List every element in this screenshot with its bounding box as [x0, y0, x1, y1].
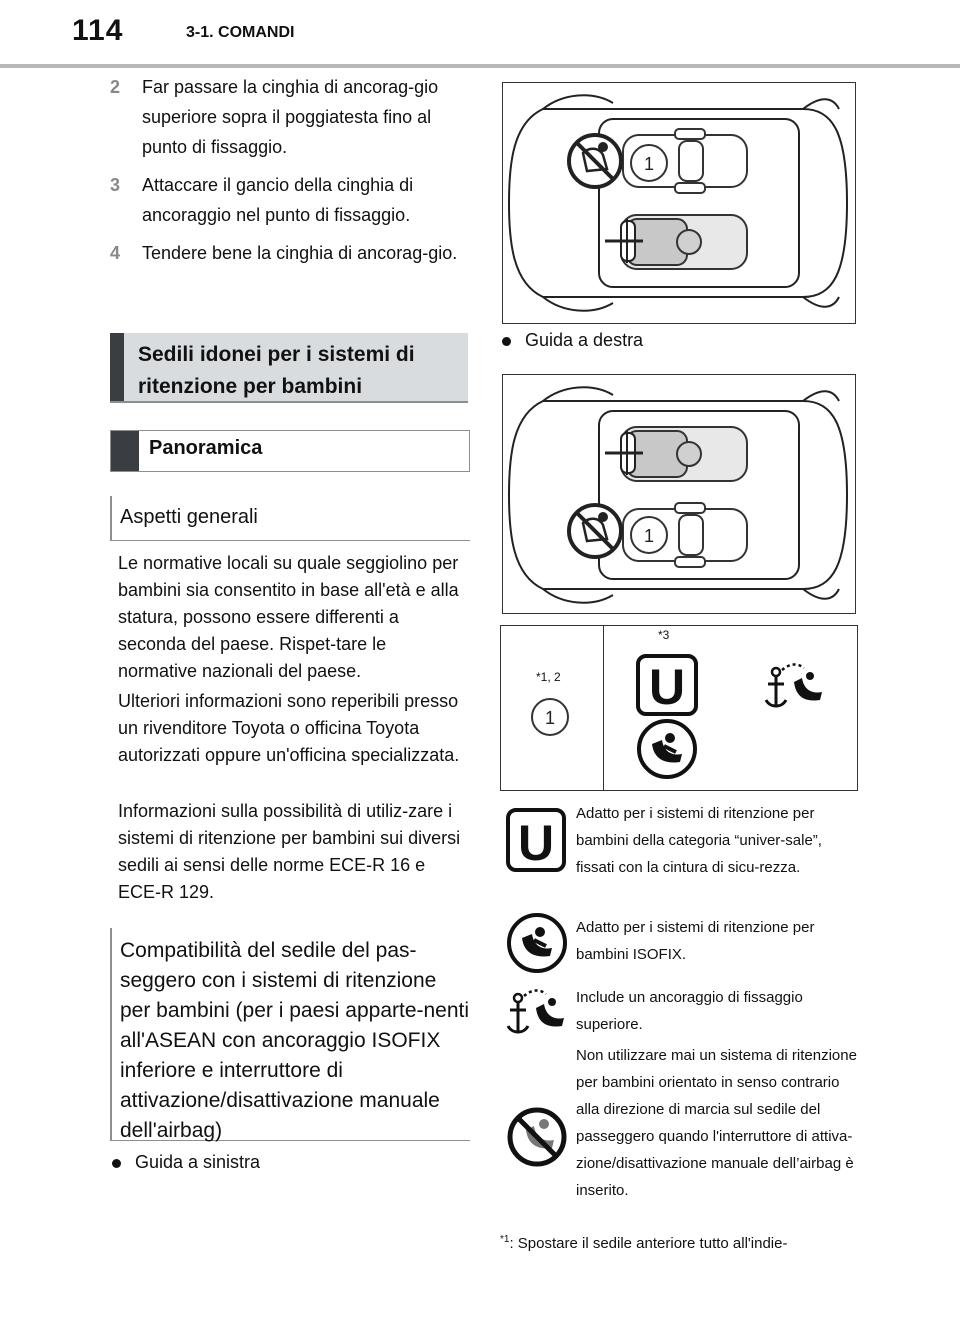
car-diagram-right-hand-drive [502, 374, 856, 614]
step-2 [110, 72, 470, 162]
seat-number: 1 [643, 526, 655, 546]
paragraph-dealer: Ulteriori informazioni sono reperibili presso un rivenditore Toyota o officina Toyota autorizzati oppure un'officina specializzata. [118, 691, 460, 765]
legend-desc-isofix: Adatto per i sistemi di ritenzione per bambini ISOFIX. [576, 919, 815, 963]
footnote-text: : Spostare il sedile anteriore tutto all'indie- [509, 1235, 788, 1252]
section-heading-text: Sedili idonei per i sistemi di ritenzione per bambini [138, 343, 415, 398]
no-rearward-seat-icon [569, 505, 621, 557]
bullet-left-hand-drive [112, 1152, 260, 1173]
paragraph-ece: Informazioni sulla possibilità di utiliz-zare i sistemi di ritenzione per bambini sui diversi sedili ai sensi delle norme ECE-R 16 e ECE-R 129. [118, 801, 461, 902]
seat-number: 1 [544, 708, 556, 728]
legend-desc-no-rearward: Non utilizzare mai un sistema di ritenzione per bambini orientato in senso contrario alla direzione di marcia sul sedile del passeggero quando l'interruttore di attiva-zione/disattivazione manuale dell’airbag è inserito. [576, 1047, 857, 1199]
step-text: Tendere bene la cinghia di ancorag-gio. [142, 243, 458, 263]
seat-number-circle [530, 697, 570, 737]
car-diagram-left-hand-drive [502, 82, 856, 324]
top-tether-icon [760, 660, 826, 712]
legend-note-1-2: *1, 2 [536, 670, 561, 684]
step-text: Far passare la cinghia di ancorag-gio superiore sopra il poggiatesta fino al punto di fissaggio. [142, 77, 439, 157]
bullet-dot [502, 337, 511, 346]
compat-heading-text: Compatibilità del sedile del pas-seggero con i sistemi di ritenzione per bambini (per i paesi apparte-nenti all'ASEAN con ancoraggio ISOFIX inferiore e interruttore di attivazione/disattivazione manuale dell'airbag) [120, 939, 470, 1142]
legend-divider [603, 625, 604, 791]
step-3 [110, 170, 470, 230]
no-rearward-seat-icon [569, 135, 621, 187]
isofix-icon [636, 718, 698, 780]
page-number: 114 [72, 14, 124, 47]
step-number: 3 [110, 175, 121, 195]
step-number: 2 [110, 77, 121, 97]
subsection-heading-text: Panoramica [149, 437, 263, 459]
bullet-text: Guida a destra [525, 330, 644, 350]
universal-u-icon [506, 808, 566, 872]
section-heading [110, 333, 468, 403]
legend-desc-universal: Adatto per i sistemi di ritenzione per bambini della categoria “univer-sale”, fissati con la cintura di sicu-rezza. [576, 805, 822, 876]
bullet-right-hand-drive [502, 330, 643, 351]
legend-desc-top-tether: Include un ancoraggio di fissaggio superiore. [576, 989, 803, 1033]
footnote-mark: *1 [500, 1234, 510, 1245]
step-text: Attaccare il gancio della cinghia di ancoraggio nel punto di fissaggio. [142, 175, 414, 225]
isofix-icon [506, 912, 568, 974]
paragraph-regulations: Le normative locali su quale seggiolino per bambini sia consentito in base all'età e alla statura, possono essere differenti a seconda del paese. Rispet-tare le normative nazionali del paese. [118, 553, 459, 681]
topic-heading [110, 496, 470, 541]
bullet-dot [112, 1159, 121, 1168]
section-title: 3-1. COMANDI [186, 24, 295, 41]
bullet-text: Guida a sinistra [135, 1152, 261, 1172]
car-top-view [503, 375, 855, 613]
topic-heading-text: Aspetti generali [120, 506, 258, 528]
subsection-heading [110, 430, 470, 472]
header-divider [0, 64, 960, 68]
universal-u-icon [636, 654, 698, 716]
compat-heading [110, 928, 470, 1141]
car-top-view [503, 83, 855, 323]
legend-note-3: *3 [658, 628, 670, 642]
footnote [500, 1234, 880, 1252]
svg-text:U: U [517, 815, 555, 871]
step-4 [110, 238, 470, 268]
svg-text:U: U [648, 659, 686, 715]
top-tether-icon [502, 986, 568, 1038]
step-number: 4 [110, 243, 121, 263]
seat-number: 1 [643, 154, 655, 174]
no-rearward-seat-icon [506, 1106, 568, 1168]
